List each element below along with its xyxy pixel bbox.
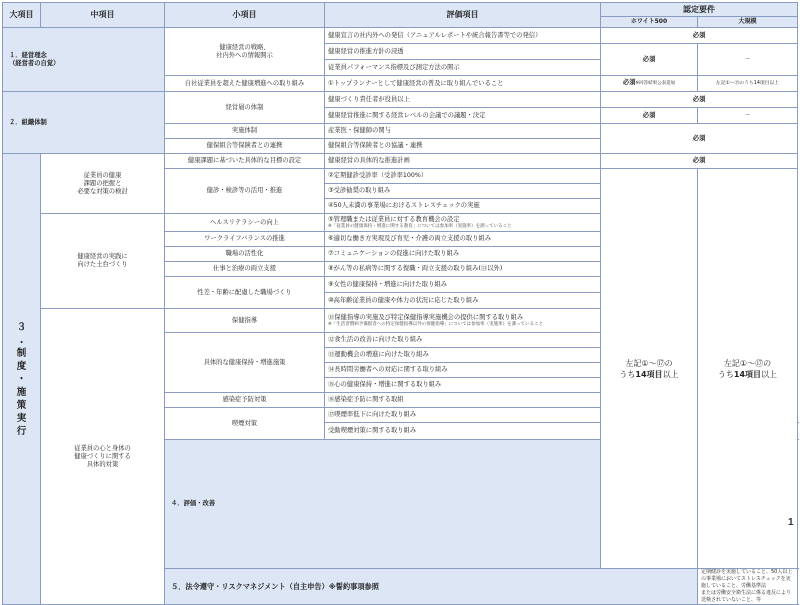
cat3-title-char: 度 <box>16 360 27 372</box>
cat3-mid3-line1: 従業員の心と身体の <box>74 444 131 452</box>
cat3-mid3 <box>41 309 165 605</box>
header-dai: 大項目 <box>3 3 41 28</box>
cat2-sub1: 経営層の体制 <box>165 92 325 124</box>
cat3-ev-c-label: ⑤管理職または従業員に対する教育機会の設定 <box>328 216 460 223</box>
cat1-req4-w500 <box>601 76 698 92</box>
cat3-req-w500-line2a: うち <box>619 369 636 379</box>
cat5-ev <box>698 569 798 605</box>
cat2-ev3: 産業医・保健師の関与 <box>325 124 601 139</box>
cat3-title-char: 実 <box>16 412 27 424</box>
cat1-ev1: 健康宣言の社内外への発信（アニュアルレポートや統合報告書等での発信） <box>325 28 601 44</box>
cat3-mid2-line2: 向けた土台づくり <box>77 261 128 268</box>
cat3-req-w500-line2c: 以上 <box>662 369 679 379</box>
table-row <box>3 28 798 44</box>
cat3-sub-d: ワークライフバランスの推進 <box>165 232 325 247</box>
cat3-sub-g: 性差・年齢に配慮した職場づくり <box>165 277 325 309</box>
cat3-mid3-line2: 健康づくりに関する <box>74 452 131 460</box>
cat2-ev2: 健康経営推進に関する経営レベルの会議での議題・決定 <box>325 108 601 124</box>
cat2-req2-dai: － <box>698 108 798 124</box>
cat2-req2-w500: 必須 <box>601 108 698 124</box>
cat3-sub-j: 感染症予防対策 <box>165 393 325 408</box>
cat3-sub-f: 仕事と治療の両立支援 <box>165 262 325 277</box>
cat3-mid1-line1: 従業員の健康 <box>83 171 122 179</box>
cat3-ev-i4: ⑮心の健康保持・増進に関する取り組み <box>325 378 601 393</box>
cat3-sub-a: 健康課題に基づいた具体的な目標の設定 <box>165 154 325 169</box>
cat3-mid2-line1: 健康経営の実践に <box>77 253 128 260</box>
cat1-sub2: 自社従業員を超えた健康増進への取り組み <box>165 76 325 92</box>
certification-requirements-table <box>2 2 798 605</box>
cat3-req-dai-line2a: うち <box>717 369 734 379</box>
cat3-req-dai-line1: 左記①～⑰の <box>723 358 772 368</box>
header-sho: 小項目 <box>165 3 325 28</box>
cat3-ev-k2: 受動喫煙対策に関する取り組み <box>325 423 601 440</box>
table-row <box>3 92 798 108</box>
header-white500: ホワイト500 <box>601 17 698 28</box>
cat3-ev-i2: ⑬運動機会の増進に向けた取り組み <box>325 348 601 363</box>
cat3-ev-i3: ⑭長時間労働者への対応に関する取り組み <box>325 363 601 378</box>
cat3-ev-a: 健康経営の具体的な推進計画 <box>325 154 601 169</box>
cat3-mid1-line2: 課題の把握と <box>83 179 122 187</box>
cat3-req-dai <box>698 169 798 569</box>
cat3-sub-h: 保健指導 <box>165 309 325 333</box>
cat3-ev-b3: ④50人未満の事業場におけるストレスチェックの実施 <box>325 199 601 214</box>
cat3-ev-k1: ⑰喫煙率低下に向けた取り組み <box>325 408 601 423</box>
cat3-ev-b1: ②定期健診受診率（受診率100%） <box>325 169 601 184</box>
cat3-mid1 <box>41 154 165 214</box>
cat3-ev-c-note: ※「従業員の健康保持・増進に関する教育」については参加率（実施率）を測っていること <box>328 224 512 229</box>
cat3-title-vertical <box>6 321 37 438</box>
cat1-sub1 <box>165 28 325 76</box>
cat3-ev-c <box>325 214 601 232</box>
cat3-title-char: ・ <box>16 373 27 385</box>
cat3-title-char: 制 <box>16 347 27 359</box>
cat3-ev-g2: ⑩高年齢従業員の健康や体力の状況に応じた取り組み <box>325 293 601 309</box>
cat1-req4-w500-note: ※回答結果公表追加 <box>635 81 676 86</box>
cat1-ev4: ①トップランナーとして健康経営の普及に取り組んでいること <box>325 76 601 92</box>
cat2-title: ２．組織体制 <box>3 92 165 154</box>
cat3-title-char: ３ <box>16 321 27 333</box>
cat3-title-char: 策 <box>16 399 27 411</box>
cat3-title-char: . <box>19 334 24 346</box>
cat3-sub-k: 喫煙対策 <box>165 408 325 440</box>
cat2-ev4: 健保組合等保険者との協議・連携 <box>325 139 601 154</box>
cat3-ev-h-label: ⑪保健指導の実施及び特定保健指導実施機会の提供に関する取り組み <box>328 314 524 321</box>
cat4-title: ４．評価・改善 <box>165 440 601 569</box>
cat3-req-a: 必須 <box>601 154 798 169</box>
cat3-sub-i: 具体的な健康保持・増進施策 <box>165 333 325 393</box>
cat3-title <box>3 154 41 605</box>
cat3-ev-b2: ③受診勧奨の取り組み <box>325 184 601 199</box>
cat3-ev-f: ⑧がん等の私病等に関する復職・両立支援の取り組み(⑬以外) <box>325 262 601 277</box>
cat2-req3: 必須 <box>601 124 798 154</box>
cat5-ev-line2: または労働安全衛生法に係る違反により送検されていないこと、等 <box>701 590 792 603</box>
cat1-ev3: 従業員パフォーマンス指標及び測定方法の開示 <box>325 60 601 76</box>
cat3-ev-i1: ⑫食生活の改善に向けた取り組み <box>325 333 601 348</box>
cat1-req4-dai: 左記①～⑮のうち14項目以上 <box>698 76 798 92</box>
page-number: 1 <box>788 517 794 528</box>
cat2-sub2: 実施体制 <box>165 124 325 139</box>
cat3-ev-h-note: ※「生活習慣病予備群者への特定保健指導以外の保健指導」については参加率（実施率）を測っていること <box>328 322 544 327</box>
cat1-title <box>3 28 165 92</box>
cat3-sub-c: ヘルスリテラシーの向上 <box>165 214 325 232</box>
cat3-ev-j: ⑯感染症予防に関する取組 <box>325 393 601 408</box>
cat1-req4-w500-label: 必須 <box>622 79 636 86</box>
cat1-title-line2: （経営者の自覚） <box>9 59 60 67</box>
cat3-title-char: 行 <box>16 425 27 437</box>
cat5-ev-line1: 定期健診を実施していること、50人以上の事業場においてストレスチェックを実施していること、労働基準法 <box>701 569 793 589</box>
header-daikibo: 大規模 <box>698 17 798 28</box>
cat1-sub1-line1: 健康経営の戦略、 <box>219 43 270 51</box>
cat3-req-w500-line1: 左記①～⑰の <box>625 358 673 368</box>
cat1-title-line1: １．経営理念 <box>9 51 47 59</box>
cat2-ev1: 健康づくり責任者が役員以上 <box>325 92 601 108</box>
cat3-req-w500-line2b: 14項目 <box>635 369 663 379</box>
cat1-ev2: 健康経営の推進方針の浸透 <box>325 44 601 60</box>
cat3-req-dai-line2c: 以上 <box>761 369 778 379</box>
cat3-mid2 <box>41 214 165 309</box>
cat5-title: ５．法令遵守・リスクマネジメント（自主申告）※誓約事項参照 <box>165 569 698 605</box>
cat3-sub-e: 職場の活性化 <box>165 247 325 262</box>
cat3-ev-d: ⑥適切な働き方実現及び育児・介護の両立支援の取り組み <box>325 232 601 247</box>
cat3-req-w500 <box>601 169 698 569</box>
cat3-mid1-line3: 必要な対策の検討 <box>77 187 128 195</box>
header-chu: 中項目 <box>41 3 165 28</box>
cat3-sub-b: 健診・検診等の活用・推進 <box>165 169 325 214</box>
cat3-req-dai-line2b: 14項目 <box>733 369 762 379</box>
cat3-ev-g1: ⑨女性の健康保持・増進に向けた取り組み <box>325 277 601 293</box>
header-nintei: 認定要件 <box>601 3 798 17</box>
cat1-req-w500: 必須 <box>601 44 698 76</box>
cat3-mid3-line3: 具体的対策 <box>86 460 119 468</box>
header-row <box>3 3 798 17</box>
cat2-sub3: 健保組合等保険者との連携 <box>165 139 325 154</box>
cat1-req-dai: － <box>698 44 798 76</box>
cat3-title-char: 施 <box>16 386 27 398</box>
cat2-req1: 必須 <box>601 92 798 108</box>
cat1-sub1-line2: 社内外への情報開示 <box>216 51 273 59</box>
cat3-ev-e: ⑦コミュニケーションの促進に向けた取り組み <box>325 247 601 262</box>
table-row <box>3 154 798 169</box>
cat3-ev-h <box>325 309 601 333</box>
header-hyoka: 評価項目 <box>325 3 601 28</box>
cat1-req-all: 必須 <box>601 28 798 44</box>
